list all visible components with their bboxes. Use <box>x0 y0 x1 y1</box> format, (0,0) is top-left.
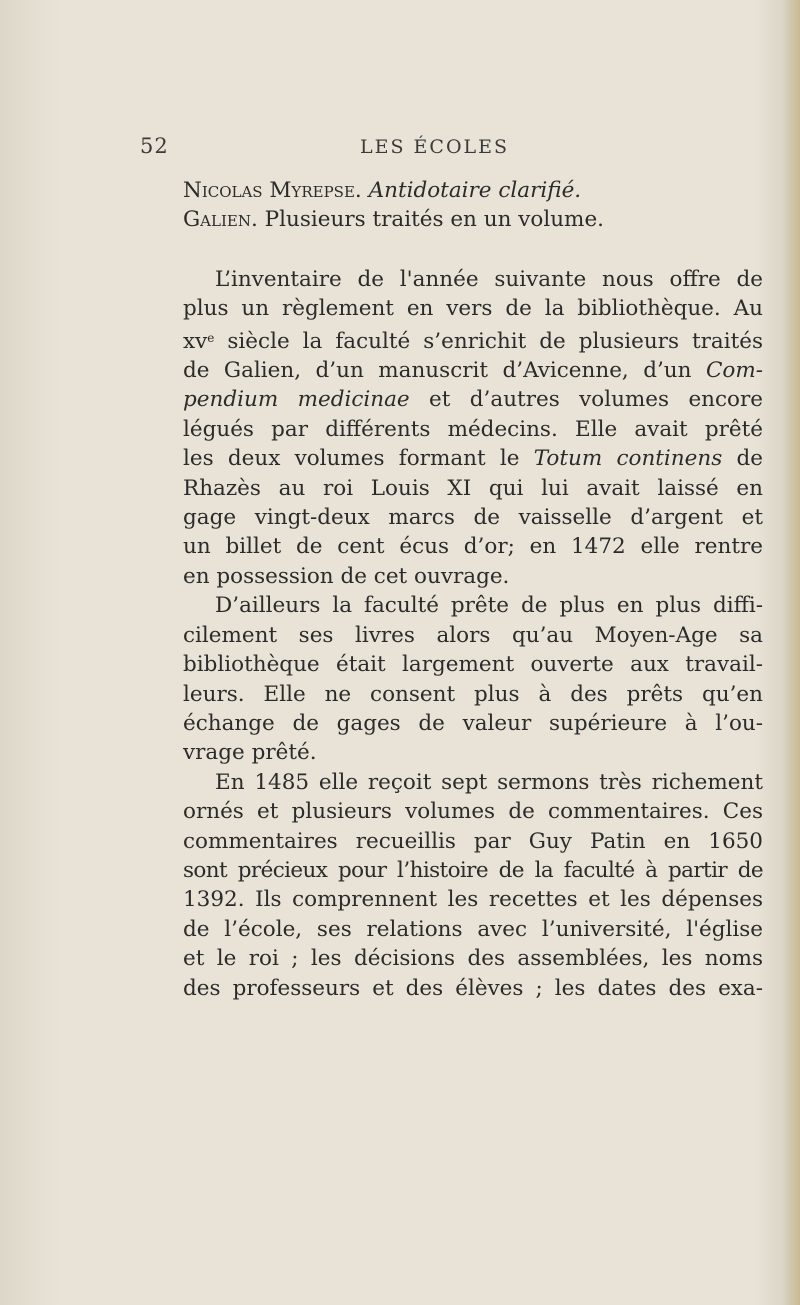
page-number: 52 <box>140 134 169 158</box>
text-line: leurs. Elle ne consent plus à des prêts qu’en <box>183 681 763 707</box>
bibliography-line <box>183 205 763 234</box>
author-name: Galien. <box>183 207 258 233</box>
century-superscript: e <box>207 330 215 345</box>
text-line: sont précieux pour l’histoire de la faculté à partir de <box>183 857 763 883</box>
text-line: plus un règlement en vers de la bibliothèque. Au <box>183 296 763 322</box>
text-line: D’ailleurs la faculté prête de plus en plus diffi- <box>215 593 763 619</box>
text-line: échange de gages de valeur supérieure à l’ou- <box>183 710 763 736</box>
text-line: En 1485 elle reçoit sept sermons très richement <box>215 769 763 795</box>
italic-title: Totum continens <box>533 446 723 472</box>
text-line: Rhazès au roi Louis XI qui lui avait laissé en <box>183 475 763 501</box>
text-fragment: de <box>736 446 764 472</box>
text-fragment: siècle la faculté s’enrichit de plusieurs traités <box>227 328 763 354</box>
text-line: bibliothèque était largement ouverte aux travail- <box>183 652 763 678</box>
text-line: légués par différents médecins. Elle avait prêté <box>183 416 763 442</box>
text-fragment: et d’autres volumes encore <box>429 387 763 413</box>
bibliography-line <box>183 176 763 205</box>
text-line: de l’école, ses relations avec l’université, l'église <box>183 916 763 942</box>
author-name: Nicolas Myrepse. <box>183 178 362 203</box>
text-line: cilement ses livres alors qu’au Moyen-Age sa <box>183 622 763 648</box>
text-line <box>183 356 763 385</box>
text-line: un billet de cent écus d’or; en 1472 elle rentre <box>183 534 763 560</box>
italic-title: pendium medicinae <box>183 387 410 413</box>
paragraph-gap <box>183 235 763 265</box>
text-line: gage vingt-deux marcs de vaisselle d’argent et <box>183 505 763 531</box>
text-line <box>183 444 763 473</box>
text-line <box>183 385 763 414</box>
running-head: LES ÉCOLES <box>360 136 510 158</box>
text-fragment: de Galien, d’un manuscrit d’Avicenne, d’un <box>183 358 692 384</box>
work-title: Antidotaire clarifié. <box>368 178 582 203</box>
text-line: vrage prêté. <box>183 740 317 766</box>
text-line: ornés et plusieurs volumes de commentaires. Ces <box>183 799 763 825</box>
text-line <box>183 324 763 356</box>
italic-title: Com- <box>705 358 763 384</box>
text-line: en possession de cet ouvrage. <box>183 563 510 589</box>
text-line: des professeurs et des élèves ; les dates des exa- <box>183 975 763 1001</box>
text-fragment: les deux volumes formant le <box>183 446 520 472</box>
text-line: commentaires recueillis par Guy Patin en 1650 <box>183 828 763 854</box>
text-line: et le roi ; les décisions des assemblées, les noms <box>183 946 763 972</box>
text-line: 1392. Ils comprennent les recettes et les dépenses <box>183 887 763 913</box>
century-roman: xv <box>183 328 208 354</box>
body-text <box>183 176 763 1003</box>
text-line: L’inventaire de l'année suivante nous offre de <box>215 266 763 292</box>
work-description: Plusieurs traités en un volume. <box>264 207 605 233</box>
page-edge <box>782 0 800 1305</box>
